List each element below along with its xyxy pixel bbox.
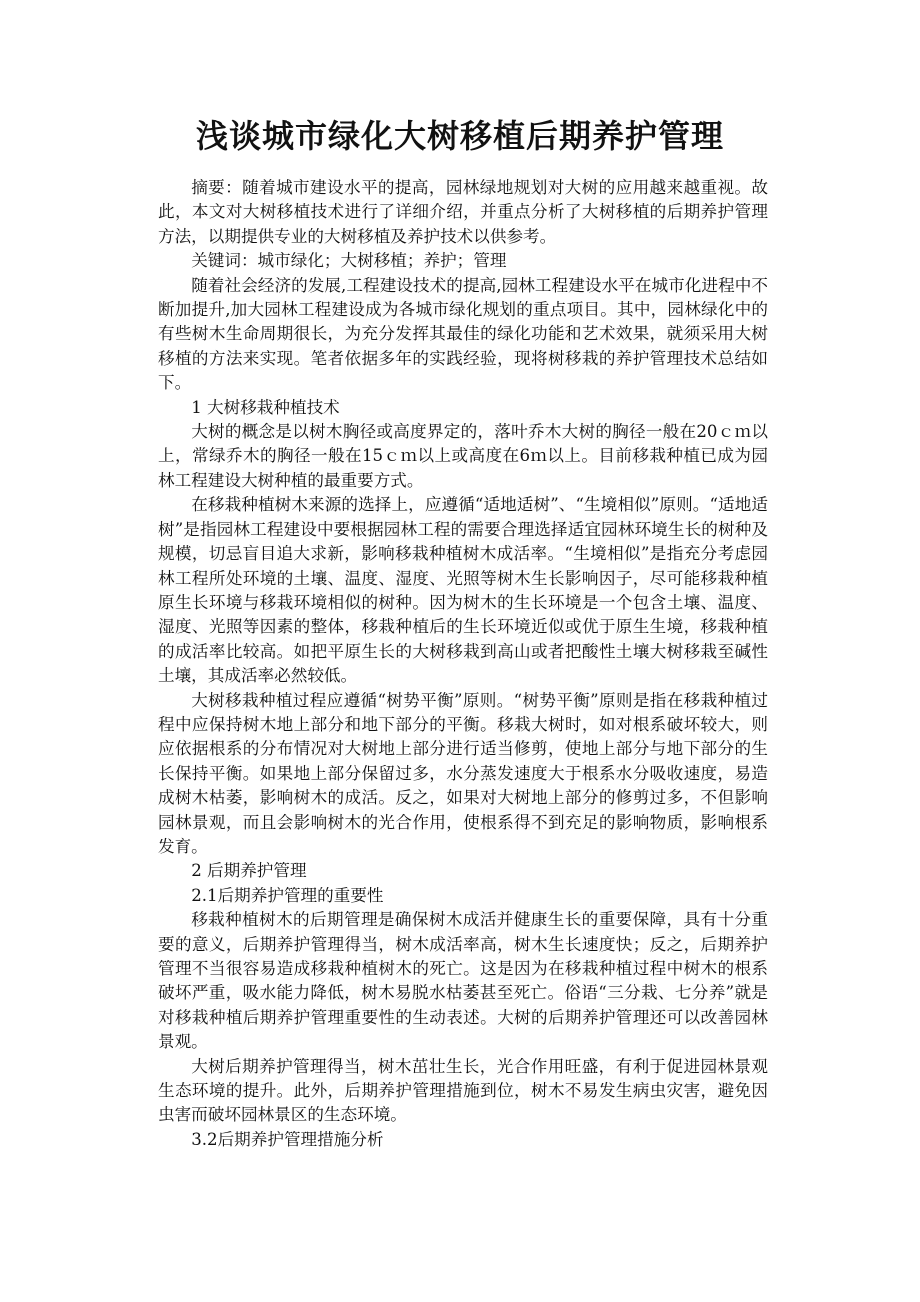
keywords-paragraph: 关键词：城市绿化；大树移植；养护；管理 <box>191 251 507 271</box>
abstract-paragraph: 摘要：随着城市建设水平的提高，园林绿地规划对大树的应用越来越重视。故此，本文对大树移植技术进行了详细介绍，并重点分析了大树移植的后期养护管理方法，以期提供专业的大树移植及养护技术以供参考。 <box>158 178 768 246</box>
body-paragraph: 大树移栽种植过程应遵循“树势平衡”原则。“树势平衡”原则是指在移栽种植过程中应保持树木地上部分和地下部分的平衡。移栽大树时，如对根系破坏较大，则应依据根系的分布情况对大树地上部分进行适当修剪，使地上部分与地下部分的生长保持平衡。如果地上部分保留过多，水分蒸发速度大于根系水分吸收速度，易造成树木枯萎，影响树木的成活。反之，如果对大树地上部分的修剪过多，不但影响园林景观，而且会影响树木的光合作用，使根系得不到充足的影响物质，影响根系发育。 <box>158 690 768 856</box>
document-body <box>158 176 768 1152</box>
body-paragraph: 大树的概念是以树木胸径或高度界定的，落叶乔木大树的胸径一般在20ｃｍ以上，常绿乔木的胸径一般在15ｃｍ以上或高度在6ｍ以上。目前移栽种植已成为园林工程建设大树种植的最重要方式。 <box>158 422 768 490</box>
subsection-heading-2-1: 2.1后期养护管理的重要性 <box>191 885 384 905</box>
section-heading-2: 2 后期养护管理 <box>191 861 307 881</box>
body-paragraph: 在移栽种植树木来源的选择上，应遵循“适地适树”、“生境相似”原则。“适地适树”是指园林工程建设中要根据园林工程的需要合理选择适宜园林环境生长的树种及规模，切忌盲目追大求新，影响移栽种植树木成活率。“生境相似”是指充分考虑园林工程所处环境的土壤、温度、湿度、光照等树木生长影响因子，尽可能移栽种植原生长环境与移栽环境相似的树种。因为树木的生长环境是一个包含土壤、温度、湿度、光照等因素的整体，移栽种植后的生长环境近似或优于原生生境，移栽种植的成活率比较高。如把平原生长的大树移栽到高山或者把酸性土壤大树移栽至碱性土壤，其成活率必然较低。 <box>158 495 768 686</box>
section-heading-1: 1 大树移栽种植技术 <box>191 397 340 417</box>
body-paragraph: 移栽种植树木的后期管理是确保树木成活并健康生长的重要保障，具有十分重要的意义，后期养护管理得当，树木成活率高，树木生长速度快；反之，后期养护管理不当很容易造成移栽种植树木的死亡。这是因为在移栽种植过程中树木的根系破坏严重，吸水能力降低，树木易脱水枯萎甚至死亡。俗语“三分栽、七分养”就是对移栽种植后期养护管理重要性的生动表述。大树的后期养护管理还可以改善园林景观。 <box>158 910 768 1052</box>
intro-paragraph: 随着社会经济的发展,工程建设技术的提高,园林工程建设水平在城市化进程中不断加提升,加大园林工程建设成为各城市绿化规划的重点项目。其中，园林绿化中的有些树木生命周期很长，为充分发挥其最佳的绿化功能和艺术效果，就须采用大树移植的方法来实现。笔者依据多年的实践经验，现将树移栽的养护管理技术总结如下。 <box>158 275 768 393</box>
body-paragraph: 大树后期养护管理得当，树木茁壮生长，光合作用旺盛，有利于促进园林景观生态环境的提升。此外，后期养护管理措施到位，树木不易发生病虫灾害，避免因虫害而破坏园林景区的生态环境。 <box>158 1056 768 1125</box>
document-title: 浅谈城市绿化大树移植后期养护管理 <box>195 117 724 155</box>
subsection-heading-3-2: 3.2后期养护管理措施分析 <box>191 1129 384 1149</box>
